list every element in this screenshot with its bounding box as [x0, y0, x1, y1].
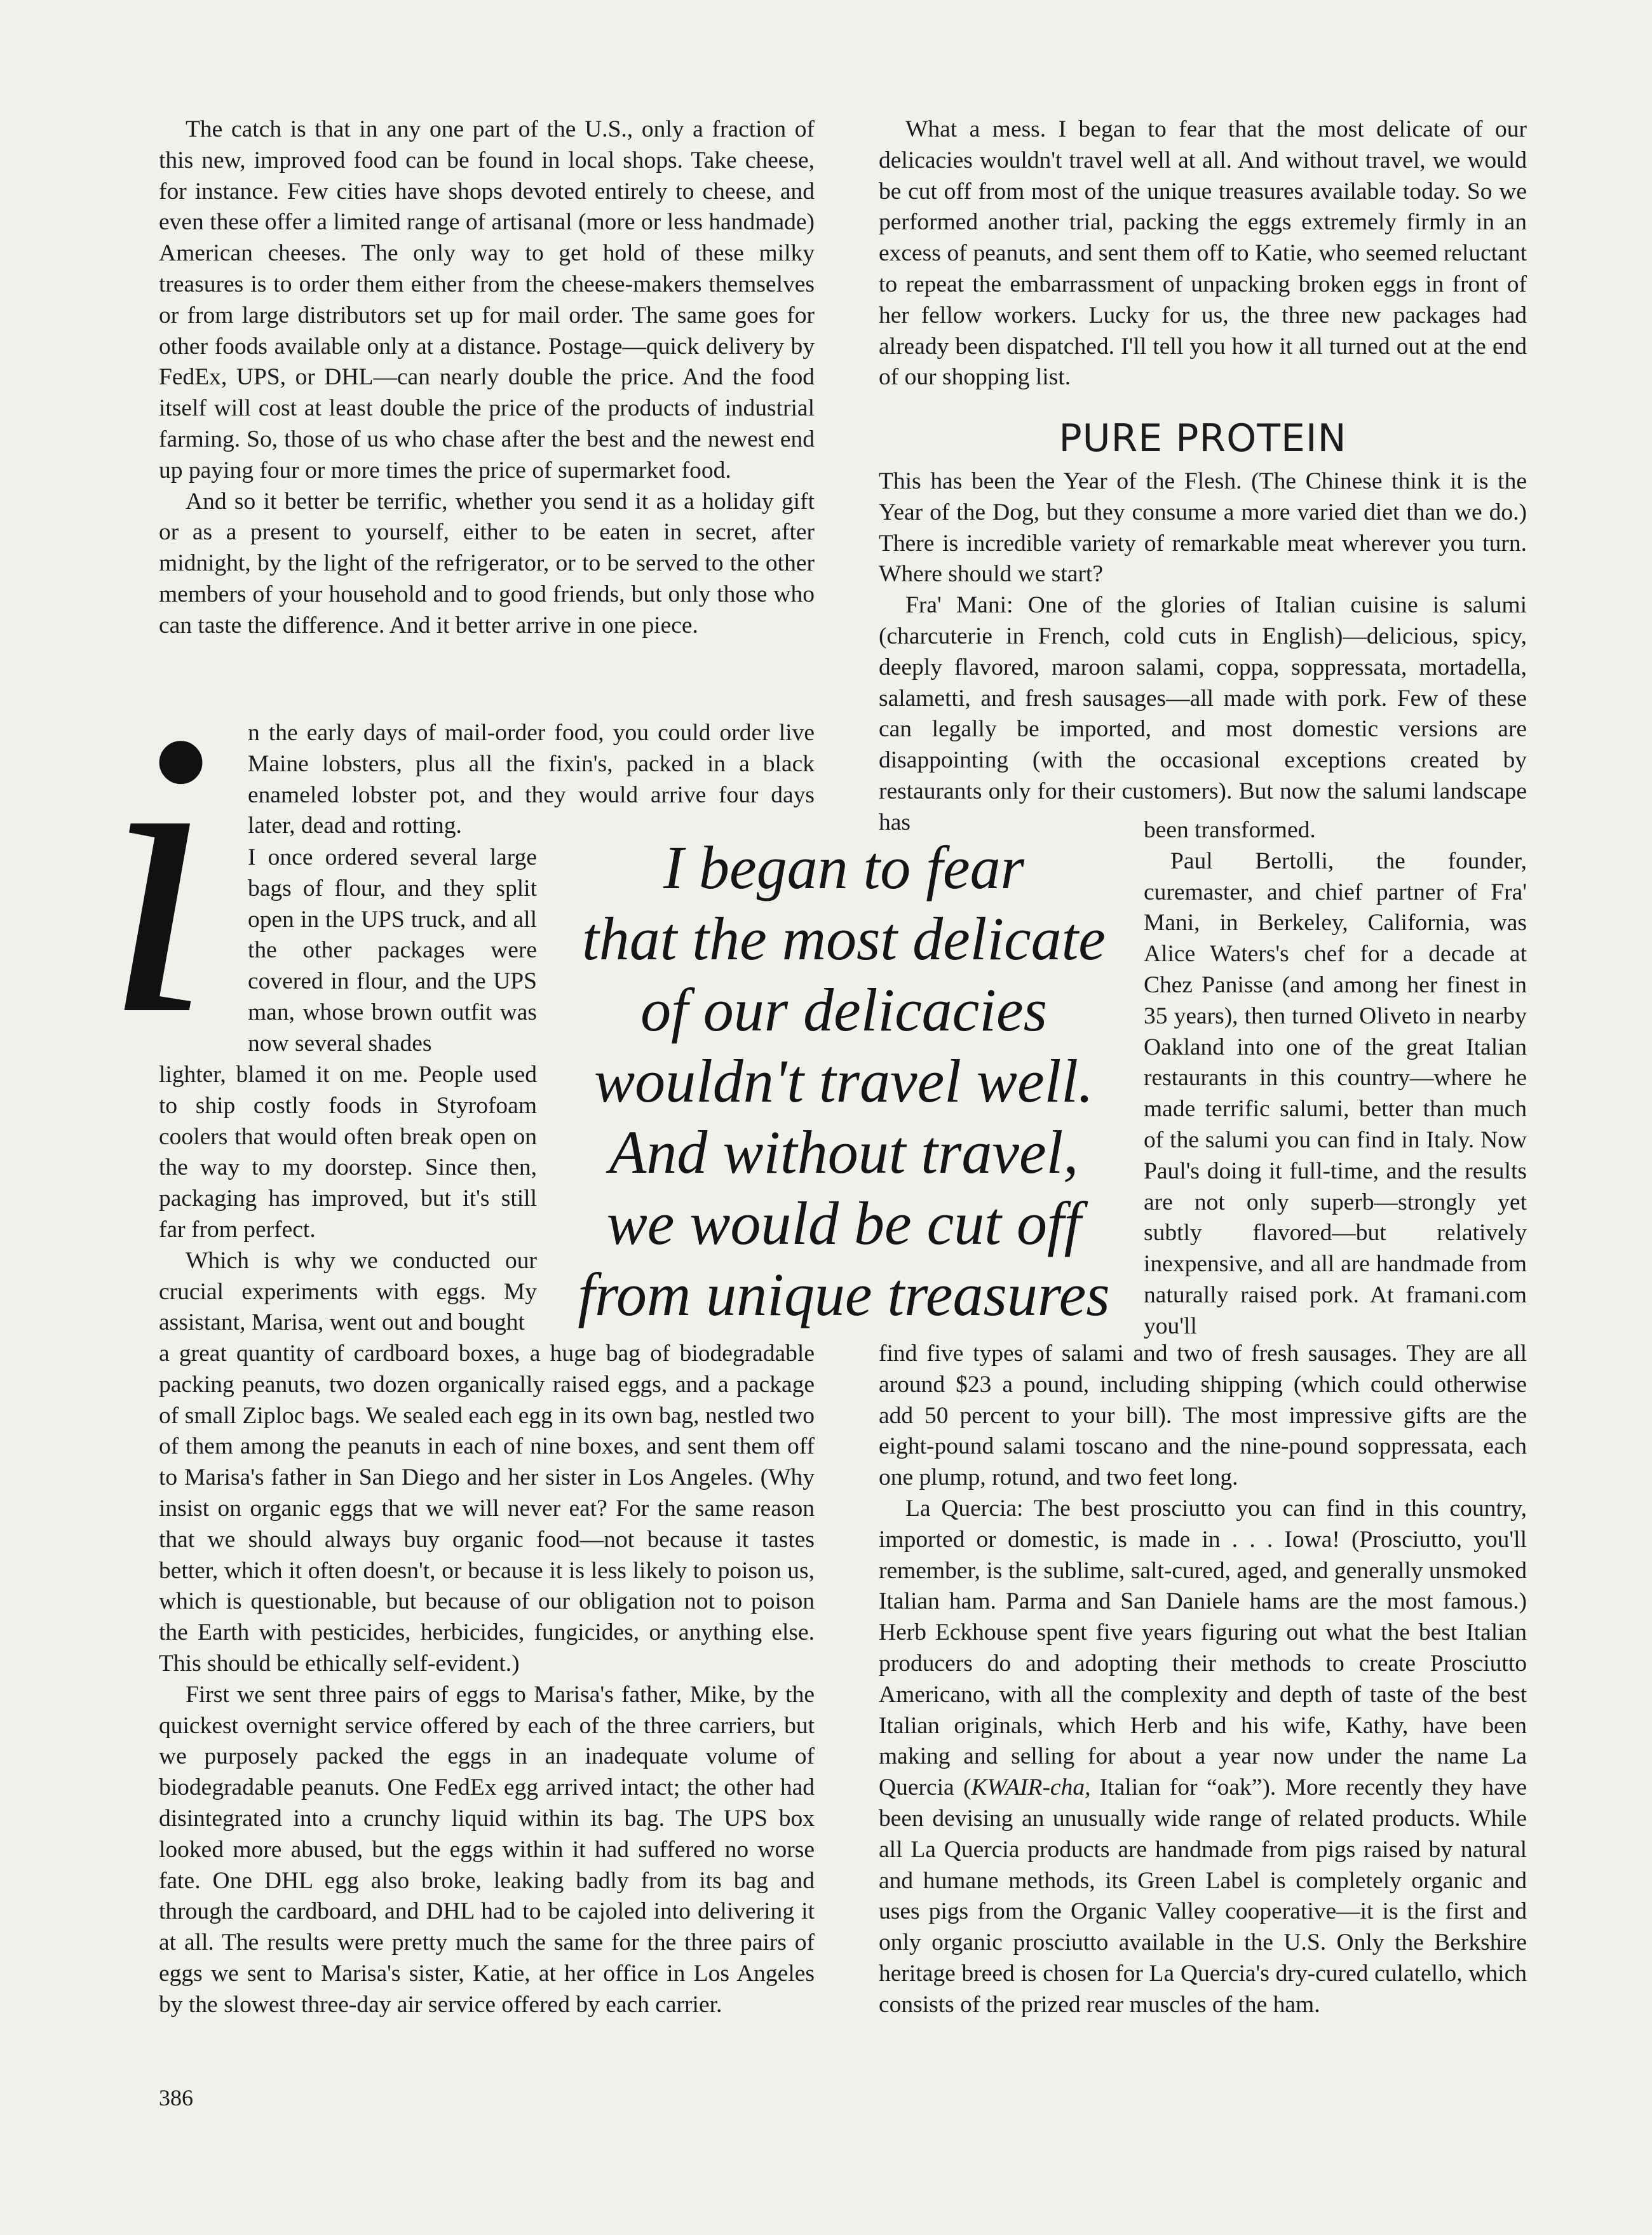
paragraph-opening	[248, 718, 815, 842]
paragraph-text: been transformed.	[1144, 817, 1316, 843]
paragraph-text: Paul Bertolli, the founder, curemaster, and chief partner of Fra' Mani, in Berkeley, California, was Alice Waters's chef for a decade at Chez Panisse (and among her finest in 35 years), then turned Oliveto in nearby Oakland into one of the great Italian restaurants in this country—where he made terrific salumi, better than much of the salumi you can find in Italy. Now Paul's doing it full-time, and the results are not only superb—strongly yet subtly flavored—but relatively inexpensive, and all are handmade from naturally raised pork. At framani.com you'll	[1144, 847, 1527, 1339]
pronunciation: KWAIR-cha,	[971, 1774, 1091, 1801]
page-number: 386	[159, 2085, 193, 2110]
pull-quote-line: that the most delicate	[582, 905, 1106, 973]
right-column-side	[1144, 815, 1527, 1342]
paragraph: This has been the Year of the Flesh. (The Chinese think it is the Year of the Dog, but they consume a more varied diet than we do.) There is incredible variety of remarkable meat wherever you turn. Where should we start?	[879, 468, 1527, 588]
pull-quote-line: we would be cut off	[606, 1189, 1081, 1257]
paragraph-text: Italian for “oak”). More recently they have been devising an unusually wide range of related products. While all La Quercia products are handmade from pigs raised by natural and humane methods, its Green Label is completely organic and uses pigs from the Organic Valley cooperative—it is the first and only organic prosciutto available in the U.S. Only the Berkshire heritage breed is chosen for La Quercia's dry-cured culatello, which consists of the prized rear muscles of the ham.	[879, 1774, 1527, 2018]
right-column-lower	[879, 1339, 1527, 2021]
pull-quote-line: wouldn't travel well.	[594, 1047, 1093, 1115]
left-column	[159, 114, 815, 642]
pull-quote-line: I began to fear	[663, 834, 1024, 901]
paragraph-side	[248, 842, 537, 1060]
right-column-middle	[879, 466, 1527, 839]
paragraph-text: I once ordered several large bags of flour, and they split open in the UPS truck, and all the other packages were covered in flour, and the UPS man, whose brown outfit was now several shades	[248, 844, 537, 1057]
paragraph: Fra' Mani: One of the glories of Italian cuisine is salumi (charcuterie in French, cold cuts in English)—delicious, spicy, deeply flavored, maroon salami, coppa, soppressata, mortadella, salametti, and fresh sausages—all made with pork. Few of these can legally be imported, and most domestic versions are disappointing (with the occasional exceptions created by restaurants only for their customers). But now the salumi landscape has	[879, 592, 1527, 835]
paragraph: The catch is that in any one part of the U.S., only a fraction of this new, improved food can be found in local shops. Take cheese, for instance. Few cities have shops devoted entirely to cheese, and even these offer a limited range of artisanal (more or less handmade) American cheeses. The only way to get hold of these milky treasures is to order them either from the cheese-makers themselves or from large distributors set up for mail order. The same goes for other foods available only at a distance. Postage—quick delivery by FedEx, UPS, or DHL—can nearly double the price. And the food itself will cost at least double the price of the products of industrial farming. So, those of us who chase after the best and the newest end up paying four or more times the price of supermarket food.	[159, 116, 815, 483]
paragraph	[879, 1494, 1527, 2021]
paragraph-text: La Quercia: The best prosciutto you can find in this country, imported or domestic, is made in . . . Iowa! (Prosciutto, you'll remember, is the sublime, salt-cured, aged, and generally unsmoked Italian ham. Parma and San Daniele hams are the most famous.) Herb Eckhouse spent five years figuring out what the best Italian producers do and adopting their methods to create Prosciutto Americano, with all the complexity and depth of taste of the best Italian originals, which Herb and his wife, Kathy, have been making and selling for about a year now under the name La Quercia (	[879, 1495, 1527, 1801]
paragraph: And so it better be terrific, whether you send it as a holiday gift or as a present to yourself, either to be eaten in secret, after midnight, by the light of the refrigerator, or to be served to the other members of your household and to good friends, but only those who can taste the difference. And it better arrive in one piece.	[159, 488, 815, 638]
paragraph-text: lighter, blamed it on me. People used to ship costly foods in Styrofoam coolers that would often break open on the way to my doorstep. Since then, packaging has improved, but it's still far from perfect.	[159, 1062, 537, 1243]
paragraph-text: a great quantity of cardboard boxes, a huge bag of biodegradable packing peanuts, two dozen organically raised eggs, and a package of small Ziploc bags. We sealed each egg in its own bag, nestled two of them among the peanuts in each of nine boxes, and sent them off to Marisa's father in San Diego and her sister in Los Angeles. (Why insist on organic eggs that we will never eat? For the same reason that we should always buy organic food—not because it tastes better, which it often doesn't, or because it is less likely to poison us, which is questionable, but because of our obligation not to poison the Earth with pesticides, herbicides, fungicides, or anything else. This should be ethically self-evident.)	[159, 1340, 815, 1677]
pull-quote-line: And without travel,	[609, 1118, 1079, 1186]
paragraph: First we sent three pairs of eggs to Marisa's father, Mike, by the quickest overnight service offered by each of the three carriers, but we purposely packed the eggs in an inadequate volume of biodegradable peanuts. One FedEx egg arrived intact; the other had disintegrated into a crunchy liquid within its bag. The UPS box looked more abused, but the eggs within it had suffered no worse fate. One DHL egg also broke, leaking badly from its bag and through the cardboard, and DHL had to be cajoled into delivering it at all. The results were pretty much the same for the three pairs of eggs we sent to Marisa's sister, Katie, at her office in Los Angeles by the slowest three-day air service offered by each carrier.	[159, 1681, 815, 2018]
section-heading: PURE PROTEIN	[1059, 416, 1347, 461]
paragraph-text: find five types of salami and two of fresh sausages. They are all around $23 a pound, including shipping (which could otherwise add 50 percent to your bill). The most impressive gifts are the eight-pound salami toscano and the nine-pound soppressata, each one plump, rotund, and two feet long.	[879, 1340, 1527, 1491]
paragraph-text: Which is why we conducted our crucial experiments with eggs. My assistant, Marisa, went out and bought	[159, 1247, 537, 1336]
pull-quote-line: of our delicacies	[640, 976, 1047, 1044]
paragraph-text: n the early days of mail-order food, you could order live Maine lobsters, plus all the fixin's, packed in a black enameled lobster pot, and they would arrive four days later, dead and rotting.	[248, 720, 815, 839]
pull-quote	[552, 832, 1136, 1330]
right-column	[879, 114, 1527, 393]
left-column-lower	[159, 1339, 815, 2021]
drop-cap: i	[102, 649, 215, 1098]
paragraph: What a mess. I began to fear that the most delicate of our delicacies wouldn't travel well at all. And without travel, we would be cut off from most of the unique treasures available today. So we performed another trial, packing the eggs extremely firmly in an excess of peanuts, and sent them off to Katie, who seemed reluctant to repeat the embarrassment of unpacking broken eggs in front of her fellow workers. Lucky for us, the three new packages had already been dispatched. I'll tell you how it all turned out at the end of our shopping list.	[879, 116, 1527, 391]
paragraph-continued	[159, 1060, 537, 1339]
pull-quote-line: from unique treasures	[578, 1260, 1110, 1328]
